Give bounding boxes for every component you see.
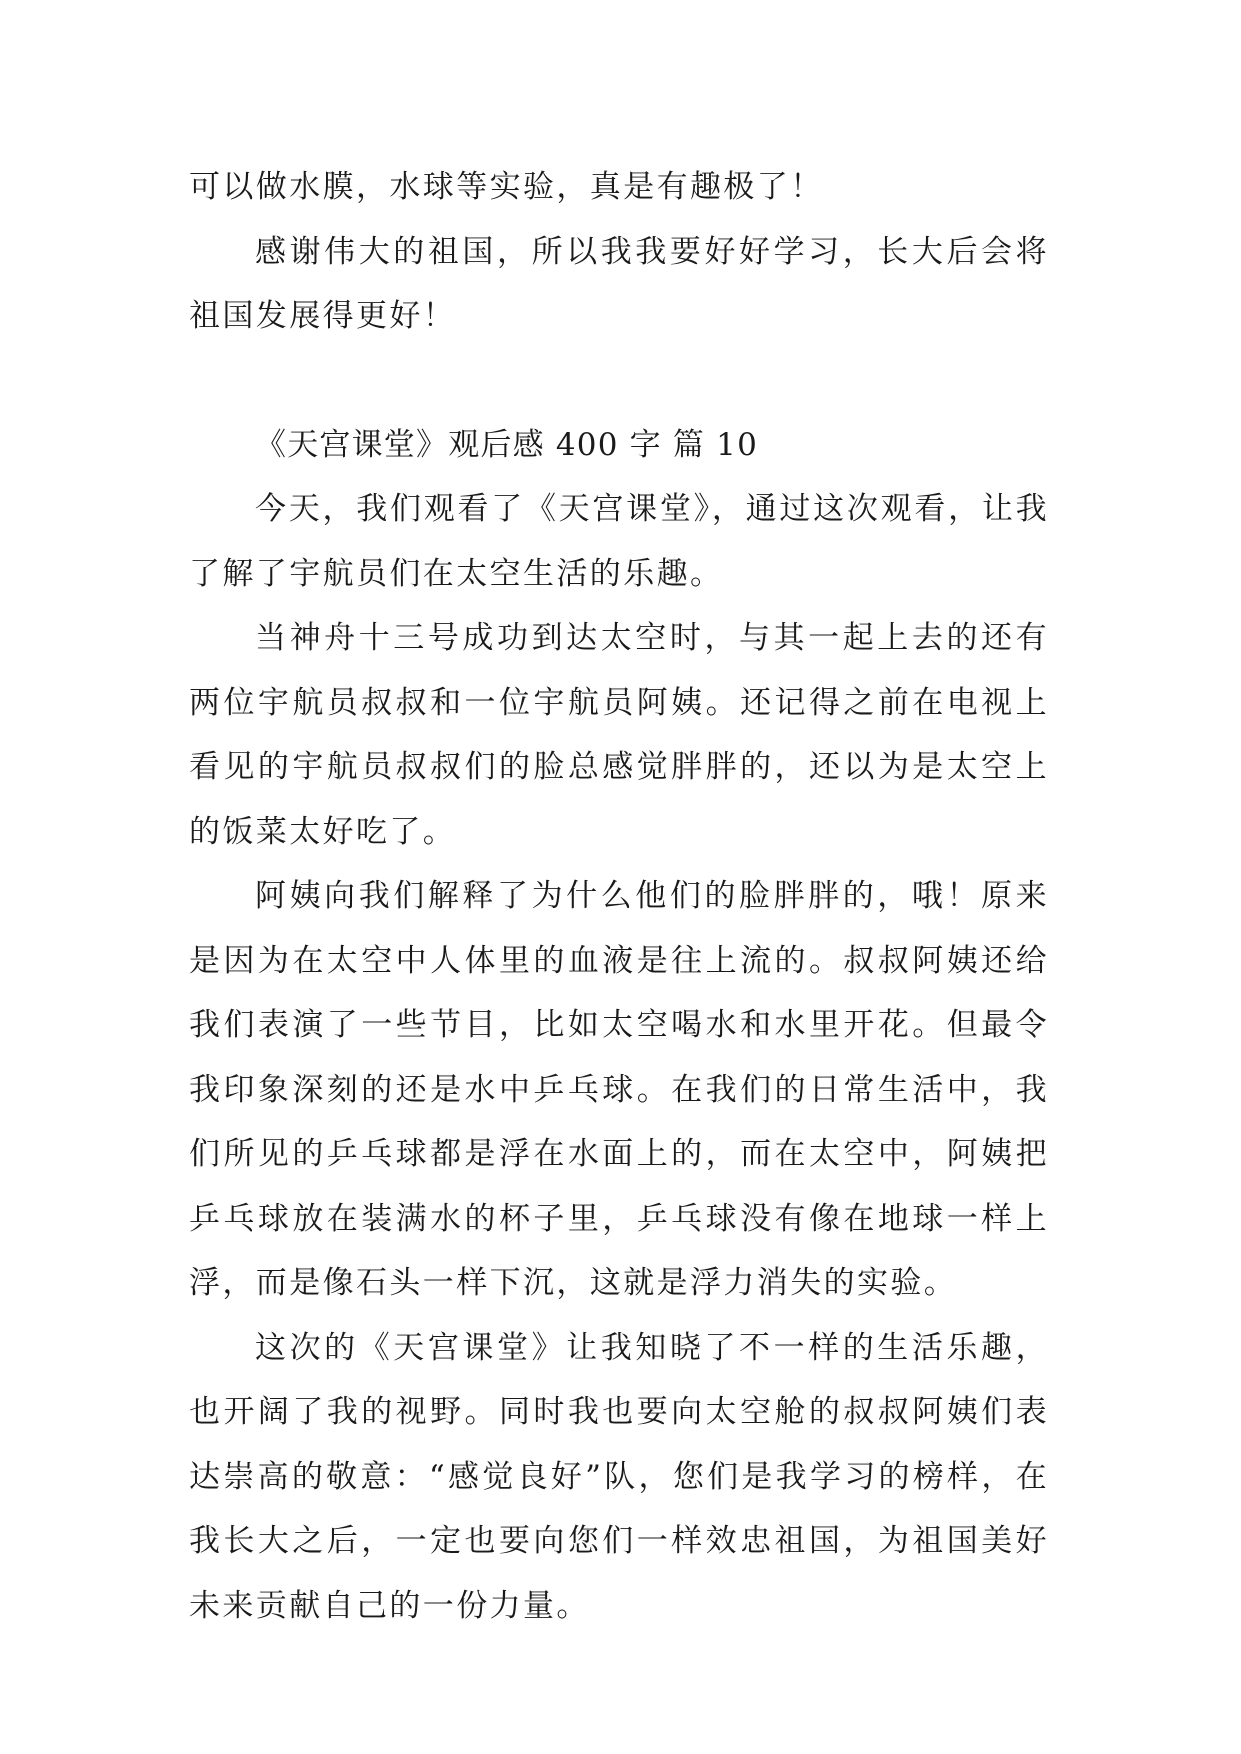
- paragraph-1: 今天，我们观看了《天宫课堂》，通过这次观看，让我了解了宇航员们在太空生活的乐趣。: [189, 491, 1049, 592]
- paragraph-continuation: 可以做水膜，水球等实验，真是有趣极了！: [189, 169, 824, 205]
- paragraph-thanks: 感谢伟大的祖国，所以我我要好好学习，长大后会将祖国发展得更好！: [189, 233, 1049, 334]
- section-heading: 《天宫课堂》观后感 400 字 篇 10: [255, 426, 759, 463]
- document-body: [189, 155, 1049, 1638]
- paragraph-4: 这次的《天宫课堂》让我知晓了不一样的生活乐趣，也开阔了我的视野。同时我也要向太空舱的叔叔阿姨们表达崇高的敬意：“感觉良好”队，您们是我学习的榜样，在我长大之后，一定也要向您们一样效忠祖国，为祖国美好未来贡献自己的一份力量。: [189, 1329, 1049, 1624]
- section-spacer: [189, 349, 1049, 413]
- paragraph-2: 当神舟十三号成功到达太空时，与其一起上去的还有两位宇航员叔叔和一位宇航员阿姨。还记得之前在电视上看见的宇航员叔叔们的脸总感觉胖胖的，还以为是太空上的饭菜太好吃了。: [189, 620, 1049, 850]
- paragraph-3: 阿姨向我们解释了为什么他们的脸胖胖的，哦！原来是因为在太空中人体里的血液是往上流的。叔叔阿姨还给我们表演了一些节目，比如太空喝水和水里开花。但最令我印象深刻的还是水中乒乓球。在我们的日常生活中，我们所见的乒乓球都是浮在水面上的，而在太空中，阿姨把乒乓球放在装满水的杯子里，乒乓球没有像在地球一样上浮，而是像石头一样下沉，这就是浮力消失的实验。: [189, 878, 1049, 1301]
